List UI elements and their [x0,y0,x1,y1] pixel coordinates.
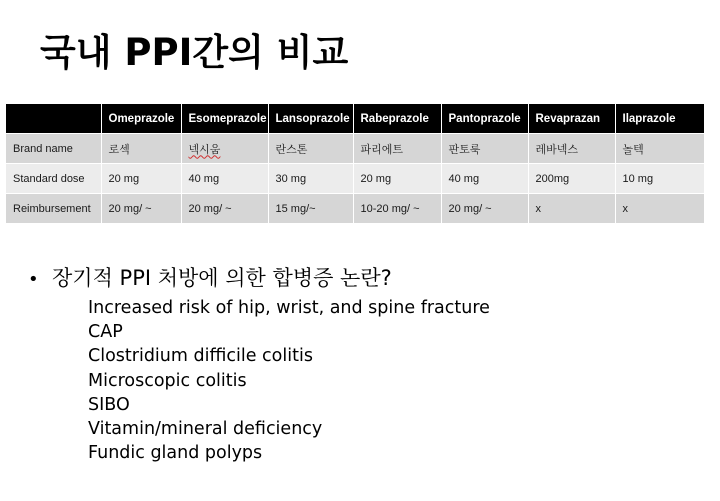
table-cell: 200mg [528,164,615,194]
table-cell: 15 mg/~ [268,194,353,224]
table-header-cell: Ilaprazole [615,104,704,134]
table-cell: 레바넥스 [528,134,615,164]
table-header-cell: Omeprazole [101,104,181,134]
table-cell: 파리에트 [353,134,441,164]
table-cell [181,134,268,164]
table-header-cell: Revaprazan [528,104,615,134]
list-item: Fundic gland polyps [88,443,263,464]
table-cell: 20 mg [353,164,441,194]
table-header-cell: Pantoprazole [441,104,528,134]
bullet-heading-line [28,262,490,292]
list-item: Vitamin/mineral deficiency [88,419,323,440]
table-cell: 10 mg [615,164,704,194]
table-cell: x [615,194,704,224]
row-label: Brand name [6,134,101,164]
ppi-comparison-table [6,104,705,224]
table-header-cell: Esomeprazole [181,104,268,134]
table-cell: 란스톤 [268,134,353,164]
bullet-icon: • [28,269,39,290]
table-row [6,134,704,164]
row-label: Reimbursement [6,194,101,224]
table-cell: 10-20 mg/ ~ [353,194,441,224]
table-cell: 놀텍 [615,134,704,164]
row-label: Standard dose [6,164,101,194]
table-cell: 20 mg/ ~ [441,194,528,224]
table-cell: 20 mg/ ~ [101,194,181,224]
list-item: Increased risk of hip, wrist, and spine fracture [88,298,490,318]
table-cell: 30 mg [268,164,353,194]
table-row [6,164,704,194]
table-cell: 40 mg [181,164,268,194]
table-header-cell [6,104,101,134]
table-cell: 20 mg [101,164,181,194]
table-cell: x [528,194,615,224]
list-item: SIBO [88,394,130,415]
bullet-heading: 장기적 PPI 처방에 의한 합병증 논란? [52,266,392,290]
table-row [6,194,704,224]
table-header-cell: Rabeprazole [353,104,441,134]
table-cell: 판토룩 [441,134,528,164]
table-cell: 40 mg [441,164,528,194]
table-cell-text: 넥시움 [188,143,221,156]
table-header-cell: Lansoprazole [268,104,353,134]
list-item: Microscopic colitis [88,370,247,391]
table-cell: 로섹 [101,134,181,164]
list-item: CAP [88,322,123,343]
table-header-row [6,104,704,134]
table-cell: 20 mg/ ~ [181,194,268,224]
bullet-section [28,262,490,465]
list-item: Clostridium difficile colitis [88,346,313,367]
slide-title: 국내 PPI간의 비교 [40,31,349,74]
complication-list [88,296,490,465]
